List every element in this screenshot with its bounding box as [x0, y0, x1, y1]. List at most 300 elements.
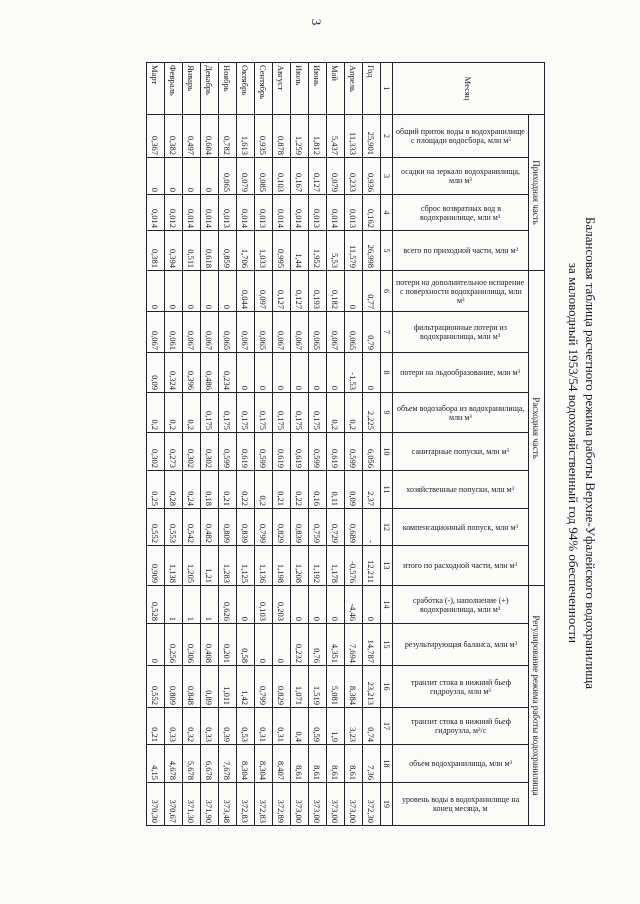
value-cell: 0,302	[147, 433, 165, 471]
value-cell: 0,28	[165, 471, 183, 509]
value-cell: 371,30	[183, 783, 201, 826]
value-cell: 0,839	[237, 509, 255, 546]
value-cell: 0,382	[165, 115, 183, 158]
value-cell: 1,208	[291, 546, 309, 586]
month-cell: Февраль	[165, 63, 183, 115]
value-cell: 0,11	[327, 471, 345, 509]
value-cell: 0	[291, 586, 309, 624]
value-cell: 0	[363, 586, 381, 624]
value-cell: 0,067	[147, 312, 165, 353]
column-header-text: итого по расходной части, млн м³	[403, 561, 518, 570]
value-cell: 1,011	[219, 666, 237, 708]
value-cell: 0	[183, 271, 201, 312]
value-cell: 0	[309, 586, 327, 624]
value-cell: 0	[201, 271, 219, 312]
value-cell: 0,552	[147, 666, 165, 708]
value-cell: 0,25	[147, 471, 165, 509]
value-cell: 0,065	[345, 312, 363, 353]
column-header-10	[393, 433, 529, 471]
value-cell: 373,00	[291, 783, 309, 826]
value-cell: 0,175	[273, 393, 291, 433]
value-cell: 0,936	[363, 158, 381, 195]
value-cell: 1	[201, 586, 219, 624]
value-cell: 0,32	[183, 708, 201, 745]
value-cell: 8,304	[255, 745, 273, 783]
month-cell: Июль	[291, 63, 309, 115]
table-row	[291, 63, 309, 826]
value-cell: -0,576	[345, 546, 363, 586]
section-regulation: Регулирование режима работы водохранилища	[529, 586, 545, 826]
value-cell: 0,013	[219, 195, 237, 231]
title-line-2: за маловодный 1953/54 водохозяйственный год 94% обеспеченности	[566, 262, 581, 644]
value-cell: 0,234	[219, 353, 237, 393]
column-header-8	[393, 353, 529, 393]
value-cell: 0,935	[255, 115, 273, 158]
value-cell: 0,599	[255, 433, 273, 471]
value-cell: 0,21	[147, 708, 165, 745]
value-cell: 0,2	[165, 393, 183, 433]
value-cell: 0,89	[201, 666, 219, 708]
value-cell: 4,678	[165, 745, 183, 783]
column-header-text: сброс возвратных вод в водохранилище, млн м³	[420, 203, 501, 222]
column-header-text: общий приток воды в водохранилище с площади водосбора, млн м³	[396, 127, 525, 145]
value-cell: 0,302	[201, 433, 219, 471]
table-row	[273, 63, 291, 826]
table-row	[363, 63, 381, 826]
value-cell: -4,46	[345, 586, 363, 624]
value-cell: 0,77	[363, 271, 381, 312]
document-title	[547, 62, 599, 844]
value-cell: 0,014	[291, 195, 309, 231]
value-cell: 0,619	[327, 433, 345, 471]
value-cell: 26,998	[363, 231, 381, 271]
column-header-text: сработка (-), наполнение (+) водохранилища, млн м³	[412, 595, 509, 614]
column-header-text: компенсационный попуск, млн м³	[402, 522, 519, 532]
value-cell: 0,408	[201, 624, 219, 666]
month-cell: Декабрь	[201, 63, 219, 115]
column-header-text: всего по приходной части, млн м³	[403, 246, 518, 255]
section-expense: Расходная часть	[529, 271, 545, 586]
month-cell: Ноябрь	[219, 63, 237, 115]
column-number: 6	[381, 271, 393, 312]
value-cell: 0,782	[219, 115, 237, 158]
value-cell: 0,203	[273, 586, 291, 624]
value-cell: 0,542	[183, 509, 201, 546]
value-cell: 0,759	[309, 509, 327, 546]
value-cell: 0	[327, 353, 345, 393]
value-cell: 0,079	[327, 158, 345, 195]
table-row	[255, 63, 273, 826]
value-cell: 5,53	[327, 231, 345, 271]
value-cell: 0,689	[345, 509, 363, 546]
column-number: 10	[381, 433, 393, 471]
column-header-text: потери на дополнительное испарение с поверхности водохранилища, млн м³	[396, 277, 525, 305]
value-cell: 0,233	[345, 158, 363, 195]
value-cell: 0,065	[255, 312, 273, 353]
value-cell: 0,799	[255, 666, 273, 708]
value-cell: 0	[255, 353, 273, 393]
value-cell: 0	[255, 624, 273, 666]
value-cell: 0,097	[255, 271, 273, 312]
value-cell: 0,604	[201, 115, 219, 158]
value-cell: 0,878	[273, 115, 291, 158]
value-cell: 0,273	[165, 433, 183, 471]
value-cell: 0,044	[237, 271, 255, 312]
rotated-page-content	[150, 62, 599, 823]
column-header-18	[393, 745, 529, 783]
page-number: 3	[309, 18, 324, 26]
column-header-11	[393, 471, 529, 509]
value-cell: 0,103	[273, 158, 291, 195]
value-cell: 0,4	[291, 708, 309, 745]
value-cell: 0,175	[237, 393, 255, 433]
value-cell: 1,44	[291, 231, 309, 271]
value-cell: 0,626	[219, 586, 237, 624]
column-header-text: транзит стока в нижний бьеф гидроузла, млн м³	[410, 677, 511, 696]
month-cell: Май	[327, 63, 345, 115]
table-row	[309, 63, 327, 826]
value-cell: 0,394	[165, 231, 183, 271]
value-cell: 0,497	[183, 115, 201, 158]
value-cell: 0,175	[309, 393, 327, 433]
value-cell: 1,283	[219, 546, 237, 586]
value-cell: 0,065	[309, 312, 327, 353]
value-cell: 0	[273, 353, 291, 393]
column-number: 19	[381, 783, 393, 826]
value-cell: 0	[219, 271, 237, 312]
column-number: 11	[381, 471, 393, 509]
value-cell: 0,013	[255, 195, 273, 231]
column-number: 15	[381, 624, 393, 666]
value-cell: 0,182	[327, 271, 345, 312]
value-cell: 1,812	[309, 115, 327, 158]
value-cell: 0,21	[219, 471, 237, 509]
value-cell: 0,909	[147, 546, 165, 586]
value-cell: 1,178	[327, 546, 345, 586]
value-cell: 8,61	[291, 745, 309, 783]
value-cell: 0,067	[327, 312, 345, 353]
value-cell: 4,351	[327, 624, 345, 666]
month-cell: Год	[363, 63, 381, 115]
value-cell: 1,138	[165, 546, 183, 586]
value-cell: 0,2	[183, 393, 201, 433]
column-header-15	[393, 624, 529, 666]
value-cell: 1,613	[237, 115, 255, 158]
value-cell: 0,619	[273, 433, 291, 471]
value-cell: 0,193	[309, 271, 327, 312]
value-cell: 0	[201, 158, 219, 195]
column-header-2	[393, 115, 529, 158]
value-cell: 0,079	[237, 158, 255, 195]
value-cell: 0,381	[147, 231, 165, 271]
value-cell: 14,787	[363, 624, 381, 666]
table-row	[327, 63, 345, 826]
value-cell: 0,067	[183, 312, 201, 353]
value-cell: -1,53	[345, 353, 363, 393]
value-cell: 0,2	[327, 393, 345, 433]
value-cell: 0	[147, 624, 165, 666]
value-cell: 0,599	[219, 433, 237, 471]
value-cell: 0,2	[147, 393, 165, 433]
column-header-12	[393, 509, 529, 546]
value-cell: 0,201	[219, 624, 237, 666]
value-cell: 0,848	[183, 666, 201, 708]
value-cell: 2,225	[363, 393, 381, 433]
column-header-text: уровень воды в водохранилище на конец месяца, м	[401, 795, 520, 813]
balance-table	[146, 62, 545, 826]
column-header-text: результирующая баланса, млн м³	[404, 640, 517, 649]
value-cell: 0,09	[147, 353, 165, 393]
column-header-text: хозяйственные попуски, млн м³	[406, 485, 515, 494]
table-row	[237, 63, 255, 826]
value-cell: 373,00	[327, 783, 345, 826]
column-header-6	[393, 271, 529, 312]
value-cell: 8,407	[273, 745, 291, 783]
value-cell: 0,065	[219, 312, 237, 353]
value-cell: 0,367	[147, 115, 165, 158]
value-cell: 7,36	[363, 745, 381, 783]
value-cell: 1,952	[309, 231, 327, 271]
section-income: Приходная часть	[529, 115, 545, 271]
table-row	[183, 63, 201, 826]
value-cell: 1,071	[291, 666, 309, 708]
column-number: 18	[381, 745, 393, 783]
value-cell: 0,859	[219, 231, 237, 271]
value-cell: 0	[147, 271, 165, 312]
value-cell: 0,21	[273, 471, 291, 509]
value-cell: 1,42	[237, 666, 255, 708]
column-header-17	[393, 708, 529, 745]
value-cell: 0	[147, 158, 165, 195]
value-cell: 0,619	[237, 433, 255, 471]
title-line-1: Балансовая таблица расчетного режима работы Верхне-Уфалейского водохранилища	[583, 216, 598, 690]
value-cell: 0,306	[183, 624, 201, 666]
value-cell: 0,599	[309, 433, 327, 471]
value-cell: 371,90	[201, 783, 219, 826]
value-cell: 5,678	[183, 745, 201, 783]
value-cell: 1,205	[183, 546, 201, 586]
value-cell: 8,61	[309, 745, 327, 783]
value-cell: 25,901	[363, 115, 381, 158]
column-header-3	[393, 158, 529, 195]
column-header-row	[393, 63, 529, 826]
value-cell: 372,83	[237, 783, 255, 826]
value-cell: 0,014	[237, 195, 255, 231]
value-cell: 0,232	[291, 624, 309, 666]
value-cell: 0,553	[165, 509, 183, 546]
value-cell: 0,22	[291, 471, 309, 509]
column-header-14	[393, 586, 529, 624]
value-cell: 23,213	[363, 666, 381, 708]
value-cell: 0,012	[165, 195, 183, 231]
table-row	[219, 63, 237, 826]
value-cell: 0,552	[147, 509, 165, 546]
column-header-19	[393, 783, 529, 826]
value-cell: 0,24	[183, 471, 201, 509]
value-cell: 8,61	[345, 745, 363, 783]
value-cell: 0,76	[309, 624, 327, 666]
value-cell: 0,58	[237, 624, 255, 666]
value-cell: 0,74	[363, 708, 381, 745]
value-cell: 1,9	[327, 708, 345, 745]
page-content	[39, 62, 599, 844]
value-cell: 0,065	[219, 158, 237, 195]
value-cell: 0,013	[345, 195, 363, 231]
value-cell: 12,211	[363, 546, 381, 586]
value-cell: 1,706	[237, 231, 255, 271]
value-cell: 0,22	[237, 471, 255, 509]
column-header-text: транзит стока в нижний бьеф гидроузла, м³/с	[410, 717, 511, 735]
value-cell: 0,067	[291, 312, 309, 353]
value-cell: 1,033	[255, 231, 273, 271]
value-cell: 0,829	[273, 509, 291, 546]
value-cell: 0	[291, 353, 309, 393]
value-cell: 0,809	[219, 509, 237, 546]
value-cell: 0	[327, 586, 345, 624]
value-cell: 0,127	[273, 271, 291, 312]
value-cell: 1,125	[237, 546, 255, 586]
value-cell: 0,486	[201, 353, 219, 393]
value-cell: 0,175	[291, 393, 309, 433]
value-cell: 0,067	[201, 312, 219, 353]
value-cell: 2,37	[363, 471, 381, 509]
value-cell: 8,384	[345, 666, 363, 708]
value-cell: 0,014	[201, 195, 219, 231]
value-cell: 5,437	[327, 115, 345, 158]
value-cell: 1,259	[291, 115, 309, 158]
value-cell: 0,103	[255, 586, 273, 624]
value-cell: 0,599	[345, 433, 363, 471]
column-header-5	[393, 231, 529, 271]
month-cell: Январь	[183, 63, 201, 115]
month-cell: Март	[147, 63, 165, 115]
month-cell: Июнь	[309, 63, 327, 115]
value-cell: 0,995	[273, 231, 291, 271]
value-cell: 0,839	[291, 509, 309, 546]
value-cell: 0,31	[273, 708, 291, 745]
value-cell: 370,67	[165, 783, 183, 826]
value-cell: 0,511	[183, 231, 201, 271]
value-cell: 0,256	[165, 624, 183, 666]
value-cell: 0	[165, 271, 183, 312]
column-number: 4	[381, 195, 393, 231]
column-number: 14	[381, 586, 393, 624]
value-cell: 0,528	[147, 586, 165, 624]
value-cell: 0,33	[201, 708, 219, 745]
value-cell: 11,333	[345, 115, 363, 158]
value-cell: 0,324	[165, 353, 183, 393]
value-cell: 0,18	[201, 471, 219, 509]
value-cell: 6,678	[201, 745, 219, 783]
value-cell: 0,799	[255, 509, 273, 546]
value-cell: 0,09	[345, 471, 363, 509]
value-cell: 1,198	[273, 546, 291, 586]
value-cell: 8,61	[327, 745, 345, 783]
month-cell: Сентябрь	[255, 63, 273, 115]
value-cell: 0,618	[201, 231, 219, 271]
value-cell: 0	[237, 586, 255, 624]
value-cell: 0,809	[165, 666, 183, 708]
value-cell: 0	[237, 353, 255, 393]
column-number: 16	[381, 666, 393, 708]
value-cell: 1,192	[309, 546, 327, 586]
value-cell: 3,23	[345, 708, 363, 745]
value-cell: 1	[183, 586, 201, 624]
value-cell: 0,53	[237, 708, 255, 745]
value-cell: 372,89	[273, 783, 291, 826]
table-row	[201, 63, 219, 826]
value-cell: 372,30	[363, 783, 381, 826]
value-cell: 0,2	[345, 393, 363, 433]
column-number: 2	[381, 115, 393, 158]
column-number: 17	[381, 708, 393, 745]
column-number: 5	[381, 231, 393, 271]
column-number: 7	[381, 312, 393, 353]
value-cell: 11,579	[345, 231, 363, 271]
value-cell: 0,302	[183, 433, 201, 471]
value-cell: 8,304	[237, 745, 255, 783]
column-header-text: объем водохранилища, млн м³	[409, 759, 512, 768]
value-cell: 0,167	[291, 158, 309, 195]
value-cell: 0,127	[291, 271, 309, 312]
value-cell: 0,175	[255, 393, 273, 433]
column-header-text: объем водозабора из водохранилища, млн м³	[396, 403, 525, 422]
value-cell: 0	[273, 624, 291, 666]
value-cell: 0,067	[237, 312, 255, 353]
value-cell: 0,16	[309, 471, 327, 509]
value-cell: 0,829	[273, 666, 291, 708]
column-number-row	[381, 63, 393, 826]
column-number: 8	[381, 353, 393, 393]
value-cell: 373,48	[219, 783, 237, 826]
column-header-4	[393, 195, 529, 231]
value-cell: 0	[183, 158, 201, 195]
column-header-text: санитарные попуски, млн м³	[411, 447, 510, 456]
value-cell: 0	[309, 353, 327, 393]
value-cell: 0	[363, 353, 381, 393]
column-header-13	[393, 546, 529, 586]
value-cell: 0,175	[201, 393, 219, 433]
value-cell: 0,013	[309, 195, 327, 231]
value-cell: 0	[165, 158, 183, 195]
value-cell: 1,519	[309, 666, 327, 708]
value-cell: 0,014	[273, 195, 291, 231]
value-cell: 0,729	[327, 509, 345, 546]
value-cell: 0,061	[165, 312, 183, 353]
value-cell: -	[363, 509, 381, 546]
value-cell: 0,175	[219, 393, 237, 433]
value-cell: 7,678	[219, 745, 237, 783]
value-cell: 0,396	[183, 353, 201, 393]
value-cell: 0,127	[309, 158, 327, 195]
value-cell: 0	[345, 271, 363, 312]
table-row	[345, 63, 363, 826]
column-header-9	[393, 393, 529, 433]
table-row	[165, 63, 183, 826]
table-body	[147, 63, 381, 826]
month-cell: Апрель	[345, 63, 363, 115]
value-cell: 1,136	[255, 546, 273, 586]
column-header-text: потери на льдообразование, млн м³	[400, 368, 521, 377]
value-cell: 0,39	[219, 708, 237, 745]
value-cell: 373,00	[345, 783, 363, 826]
value-cell: 0,619	[291, 433, 309, 471]
value-cell: 5,081	[327, 666, 345, 708]
column-number: 13	[381, 546, 393, 586]
value-cell: 4,15	[147, 745, 165, 783]
table-row	[147, 63, 165, 826]
value-cell: 0,59	[309, 708, 327, 745]
